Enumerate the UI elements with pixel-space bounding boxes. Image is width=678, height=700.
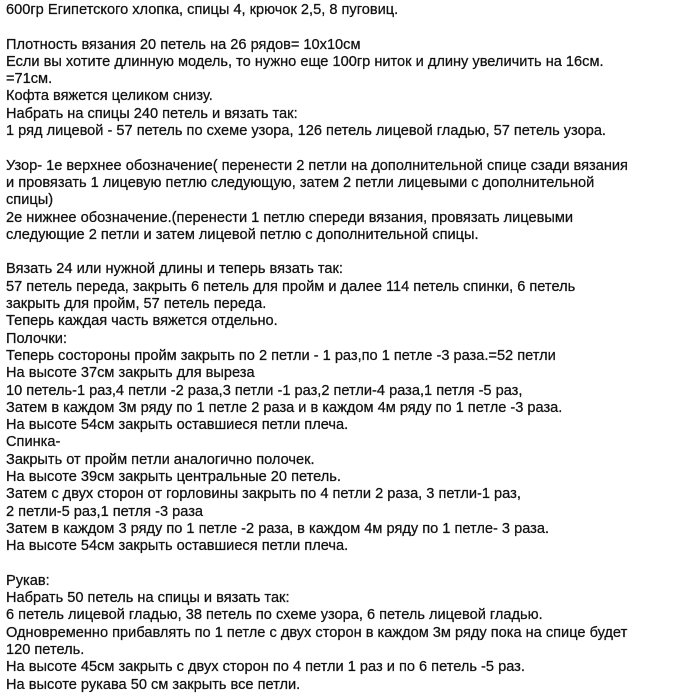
text-line: Набрать 50 петель на спицы и вязать так: — [6, 590, 290, 607]
text-line: 120 петель. — [6, 641, 85, 658]
text-line: 1 ряд лицевой - 57 петель по схеме узора, 126 петель лицевой гладью, 57 петель узора. — [6, 123, 606, 140]
text-line: Кофта вяжется целиком снизу. — [6, 88, 213, 105]
text-line: 57 петель переда, закрыть 6 петель для пройм и далее 114 петель спинки, 6 петель — [6, 278, 576, 295]
text-line: 10 петель-1 раз,4 петли -2 раза,3 петли -1 раз,2 петли-4 раза,1 петля -5 раз, — [6, 382, 523, 399]
text-line: На высоте 54см закрыть оставшиеся петли плеча. — [6, 538, 349, 555]
text-line: На высоте 39см закрыть центральные 20 петель. — [6, 469, 341, 486]
text-line: Одновременно прибавлять по 1 петле с двух сторон в каждом 3м ряду пока на спице будет — [6, 624, 628, 641]
text-line: На высоте рукава 50 см закрыть все петли. — [6, 676, 301, 693]
text-line: Узор- 1е верхнее обозначение( перенести 2 петли на дополнительной спице сзади вязания — [6, 157, 628, 174]
text-line: Полочки: — [6, 330, 67, 347]
text-line: 600гр Египетского хлопка, спицы 4, крючок 2,5, 8 пуговиц. — [6, 2, 399, 18]
blank-line — [6, 140, 674, 157]
text-line: спицы) — [6, 192, 54, 209]
text-line: Если вы хотите длинную модель, то нужно еще 100гр ниток и длину увеличить на 16см. — [6, 53, 604, 70]
text-line: Закрыть от пройм петли аналогично полочек. — [6, 451, 315, 468]
text-line: Теперь каждая часть вяжется отдельно. — [6, 313, 278, 330]
text-line: Спинка- — [6, 434, 61, 451]
text-line: закрыть для пройм, 57 петель переда. — [6, 296, 267, 313]
blank-line — [6, 556, 674, 573]
text-line: 2 петли-5 раз,1 петля -3 раза — [6, 503, 204, 520]
blank-line — [6, 19, 674, 36]
text-line: 2е нижнее обозначение.(перенести 1 петлю спереди вязания, провязать лицевыми — [6, 209, 574, 226]
text-line: и провязать 1 лицевую петлю следующую, затем 2 петли лицевыми с дополнительной — [6, 174, 595, 191]
text-line: Набрать на спицы 240 петель и вязать так: — [6, 105, 298, 122]
document-text — [6, 2, 674, 694]
text-line: На высоте 37см закрыть для выреза — [6, 365, 255, 382]
text-line: Вязать 24 или нужной длины и теперь вязать так: — [6, 261, 343, 278]
text-line: следующие 2 петли и затем лицевой петлю с дополнительной спицы. — [6, 226, 479, 243]
blank-line — [6, 244, 674, 261]
text-line: Плотность вязания 20 петель на 26 рядов= 10х10см — [6, 36, 361, 53]
text-line: Затем в каждом 3м ряду по 1 петле 2 раза и в каждом 4м ряду по 1 петле -3 раза. — [6, 399, 563, 416]
text-line: =71см. — [6, 71, 53, 88]
text-line: Затем с двух сторон от горловины закрыть по 4 петли 2 раза, 3 петли-1 раз, — [6, 486, 521, 503]
text-line: Рукав: — [6, 572, 50, 589]
text-line: На высоте 45см закрыть с двух сторон по 4 петли 1 раз и по 6 петель -5 раз. — [6, 659, 525, 676]
text-line: Теперь состороны пройм закрыть по 2 петли - 1 раз,по 1 петле -3 раза.=52 петли — [6, 347, 556, 364]
text-line: Затем в каждом 3 ряду по 1 петле -2 раза, в каждом 4м ряду по 1 петле- 3 раза. — [6, 520, 550, 537]
text-line: 6 петель лицевой гладью, 38 петель по схеме узора, 6 петель лицевой гладью. — [6, 607, 543, 624]
text-line: На высоте 54см закрыть оставшиеся петли плеча. — [6, 417, 349, 434]
